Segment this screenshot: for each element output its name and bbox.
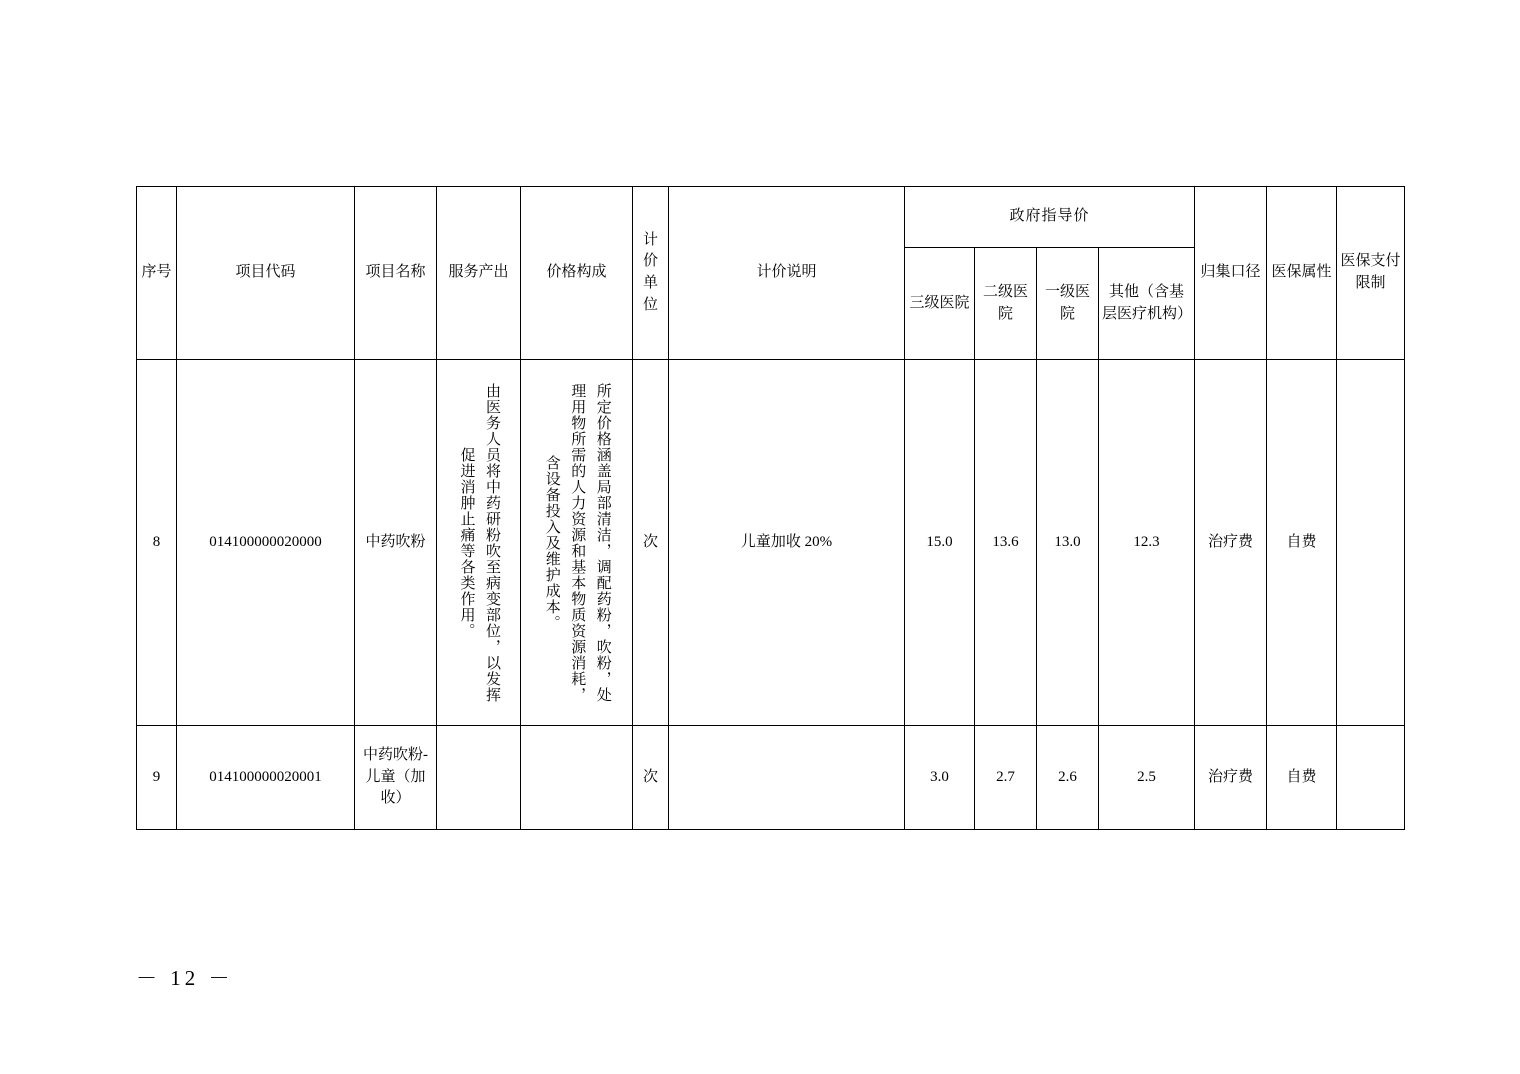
page-number: － 12 － [136, 966, 234, 990]
header-name: 项目名称 [355, 187, 437, 360]
cell-collection: 治疗费 [1195, 360, 1267, 726]
header-level2: 二级医院 [975, 248, 1037, 360]
cell-price-composition [521, 726, 633, 830]
header-insurance-attribute: 医保属性 [1267, 187, 1337, 360]
cell-level1: 2.6 [1037, 726, 1099, 830]
table-row [137, 360, 1405, 726]
header-government-guide-price: 政府指导价 [905, 187, 1195, 248]
header-code: 项目代码 [177, 187, 355, 360]
cell-other: 2.5 [1099, 726, 1195, 830]
cell-insurance-attribute: 自费 [1267, 726, 1337, 830]
header-unit: 计价单位 [633, 187, 669, 360]
cell-seq: 9 [137, 726, 177, 830]
header-other: 其他（含基层医疗机构） [1099, 248, 1195, 360]
cell-pricing-description: 儿童加收 20% [669, 360, 905, 726]
header-level1: 一级医院 [1037, 248, 1099, 360]
cell-insurance-limit [1337, 726, 1405, 830]
cell-insurance-limit [1337, 360, 1405, 726]
cell-level3: 3.0 [905, 726, 975, 830]
table-row [137, 726, 1405, 830]
cell-price-composition [521, 360, 633, 726]
header-level3: 三级医院 [905, 248, 975, 360]
table-header-row-1 [137, 187, 1405, 248]
cell-code: 014100000020001 [177, 726, 355, 830]
cell-name: 中药吹粉 [355, 360, 437, 726]
cell-collection: 治疗费 [1195, 726, 1267, 830]
cell-pricing-description [669, 726, 905, 830]
medical-price-table [136, 186, 1405, 830]
cell-price-composition-text: 所定价格涵盖局部清洁，调配药粉，吹粉，处理用物所需的人力资源和基本物质资源消耗，含设备投入及维护成本。 [543, 382, 611, 703]
cell-level2: 13.6 [975, 360, 1037, 726]
cell-unit: 次 [633, 360, 669, 726]
cell-level1: 13.0 [1037, 360, 1099, 726]
cell-service-output [437, 360, 521, 726]
cell-other: 12.3 [1099, 360, 1195, 726]
cell-code: 014100000020000 [177, 360, 355, 726]
header-seq: 序号 [137, 187, 177, 360]
cell-seq: 8 [137, 360, 177, 726]
header-insurance-limit: 医保支付限制 [1337, 187, 1405, 360]
cell-insurance-attribute: 自费 [1267, 360, 1337, 726]
cell-service-output-text: 由医务人员将中药研粉吹至病变部位，以发挥促进消肿止痛等各类作用。 [458, 382, 500, 703]
header-pricing-description: 计价说明 [669, 187, 905, 360]
cell-level3: 15.0 [905, 360, 975, 726]
cell-level2: 2.7 [975, 726, 1037, 830]
cell-service-output [437, 726, 521, 830]
header-collection: 归集口径 [1195, 187, 1267, 360]
header-price-composition: 价格构成 [521, 187, 633, 360]
header-service-output: 服务产出 [437, 187, 521, 360]
cell-name: 中药吹粉-儿童（加收） [355, 726, 437, 830]
price-table-container [136, 186, 1401, 830]
cell-unit: 次 [633, 726, 669, 830]
